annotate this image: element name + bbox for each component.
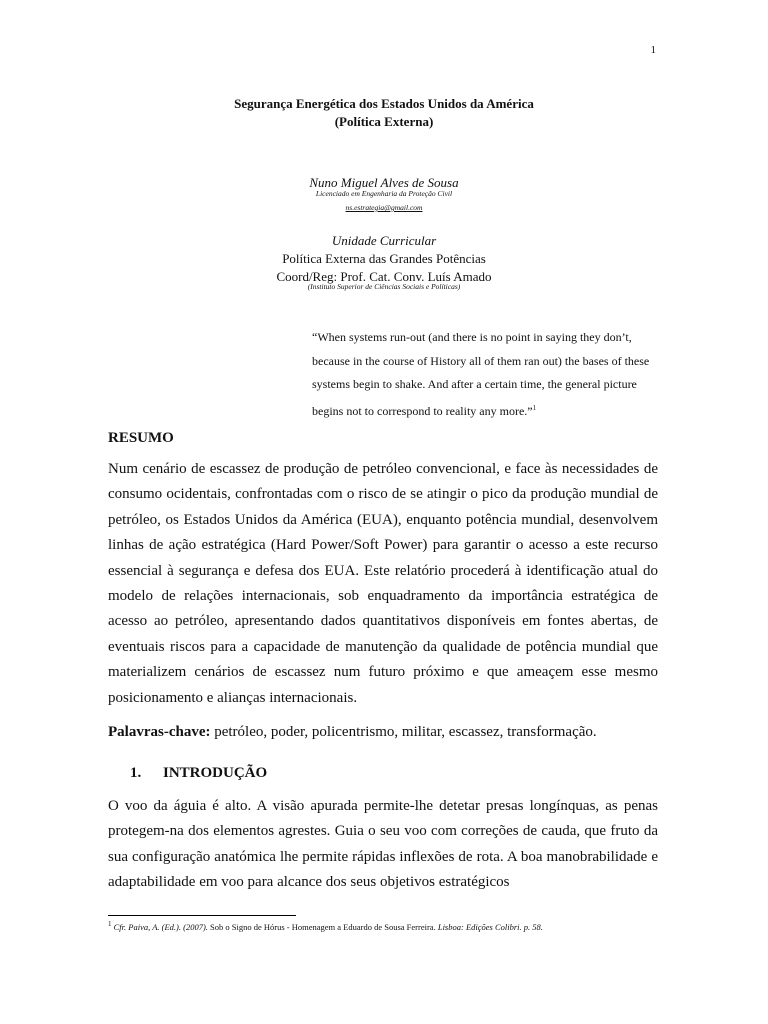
footnote-marker: 1 bbox=[108, 920, 112, 928]
course-name: Política Externa das Grandes Potências bbox=[282, 251, 486, 266]
footnote-citation-publisher: Lisboa: Edições Colibri. p. 58. bbox=[437, 921, 543, 932]
footnote-separator bbox=[108, 915, 296, 916]
resumo-paragraph: Num cenário de escassez de produção de petróleo convencional, e face às necessidades de consumo ocidentais, confrontadas com o risco de se atingir o pico da produção mundial de petróleo, os Estados Unidos da América (EUA), enquanto potência mundial, desenvolvem linhas de ação estratégica (Hard Power/Soft Power) para garantir o acesso a este recurso essencial à segurança e defesa dos EUA. Este relatório procederá à identificação atual do modelo de relações internacionais, sob enquadramento da importância estratégica de acesso ao petróleo, apresentando dados quantitativos disponíveis em fontes abertas, de eventuais riscos para a capacidade de manutenção da qualidade de potência mundial que materializem cenários de escassez num futuro próximo e que ameaçem esse mesmo posicionamento e alianças internacionais. bbox=[108, 461, 658, 706]
author-email[interactable]: ns.estrategia@gmail.com bbox=[345, 203, 423, 212]
title-line-1: Segurança Energética dos Estados Unidos da América bbox=[234, 96, 534, 111]
section-heading-introduction bbox=[130, 765, 267, 782]
course-institute: (Instituto Superior de Ciências Sociais e Políticas) bbox=[307, 282, 461, 291]
epigraph bbox=[312, 326, 664, 423]
epigraph-footnote-ref[interactable]: 1 bbox=[532, 403, 537, 412]
course-coordinator: Coord/Reg: Prof. Cat. Conv. Luís Amado bbox=[276, 269, 492, 284]
document-title bbox=[0, 95, 768, 131]
section-number: 1. bbox=[130, 765, 142, 781]
author-affiliation: Licenciado em Engenharia da Proteção Civil bbox=[315, 189, 453, 198]
footnote-citation-author: Cfr. Paiva, A. (Ed.). (2007). bbox=[113, 921, 208, 932]
footnote-citation-title: Sob o Signo de Hórus - Homenagem a Eduardo de Sousa Ferreira. bbox=[210, 921, 436, 932]
author-name: Nuno Miguel Alves de Sousa bbox=[309, 175, 459, 190]
keywords-label: Palavras-chave: bbox=[108, 724, 211, 740]
course-label: Unidade Curricular bbox=[331, 233, 437, 248]
resumo-heading: RESUMO bbox=[108, 430, 174, 446]
epigraph-text: “When systems run-out (and there is no point in saying they don’t, because in the course of History all of them ran out) the bases of these systems begin to shake. And after a certain time, the general picture begins not to correspond to reality any more.” bbox=[312, 330, 650, 418]
keywords-text: petróleo, poder, policentrismo, militar, escassez, transformação. bbox=[214, 724, 597, 740]
footnote bbox=[108, 920, 668, 932]
title-line-2: (Política Externa) bbox=[334, 114, 434, 129]
introduction-paragraph: O voo da águia é alto. A visão apurada permite-lhe detetar presas longínquas, as penas protegem-na dos elementos agrestes. Guia o seu voo com correções de cauda, que fruto da sua configuração anatómica lhe permite rápidas inflexões de rota. A boa manobrabilidade e adaptabilidade em voo para alcance dos seus objetivos estratégicos bbox=[108, 798, 658, 891]
page-number: 1 bbox=[650, 44, 656, 56]
section-title: INTRODUÇÃO bbox=[163, 765, 268, 781]
keywords-line bbox=[108, 724, 597, 741]
